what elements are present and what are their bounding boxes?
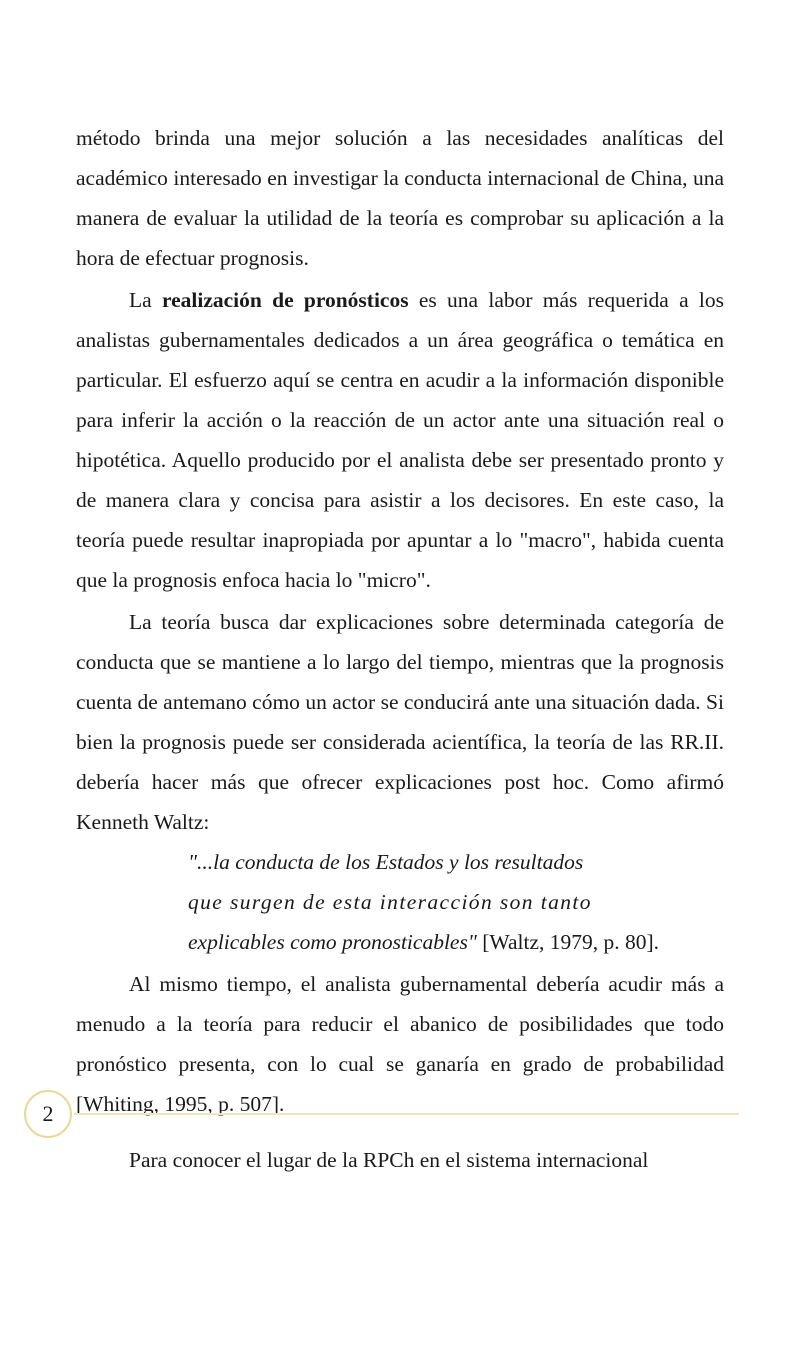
- quote-line-2: que surgen de esta interacción son tanto: [188, 890, 592, 914]
- paragraph-2-lead: La: [129, 288, 162, 312]
- paragraph-3: La teoría busca dar explicaciones sobre determinada categoría de conducta que se mantiene a lo largo del tiempo, mientras que la prognosis cuenta de antemano cómo un actor se conducirá ante una situación dada. Si bien la prognosis puede ser considerada acientífica, la teoría de las RR.II. debería hacer más que ofrecer explicaciones post hoc. Como afirmó Kenneth Waltz:: [76, 610, 724, 834]
- footer-rule: [74, 1113, 739, 1115]
- paragraph-1: método brinda una mejor solución a las necesidades analíticas del académico interesado en investigar la conducta internacional de China, una manera de evaluar la utilidad de la teoría es comprobar su aplicación a la hora de efectuar prognosis.: [76, 126, 724, 270]
- quote-line-1: "...la conducta de los Estados y los resultados: [188, 850, 584, 874]
- paragraph-2-bold-term: realización de pronósticos: [161, 288, 409, 312]
- block-quote: [188, 842, 724, 962]
- quote-citation: [Waltz, 1979, p. 80].: [476, 930, 660, 954]
- paragraph-2-rest: es una labor más requerida a los analistas gubernamentales dedicados a un área geográfica o temática en particular. El esfuerzo aquí se centra en acudir a la información disponible para inferir la acción o la reacción de un actor ante una situación real o hipotética. Aquello producido por el analista debe ser presentado pronto y de manera clara y concisa para asistir a los decisores. En este caso, la teoría puede resultar inapropiada por apuntar a lo "macro", habida cuenta que la prognosis enfoca hacia lo "micro".: [76, 288, 724, 592]
- page-number: [24, 1090, 72, 1138]
- quote-line-3: [188, 922, 724, 962]
- paragraph-5: Para conocer el lugar de la RPCh en el sistema internacional: [129, 1148, 649, 1172]
- paragraph-4: Al mismo tiempo, el analista gubernamental debería acudir más a menudo a la teoría para reducir el abanico de posibilidades que todo pronóstico presenta, con lo cual se ganaría en grado de probabilidad [Whiting, 1995, p. 507].: [76, 972, 724, 1116]
- page-footer: [24, 1090, 724, 1140]
- paragraph-2: [76, 280, 724, 600]
- quote-line-3-text: explicables como pronosticables": [188, 930, 477, 954]
- page-number-label: 2: [42, 1101, 54, 1126]
- body-text: [76, 118, 724, 1180]
